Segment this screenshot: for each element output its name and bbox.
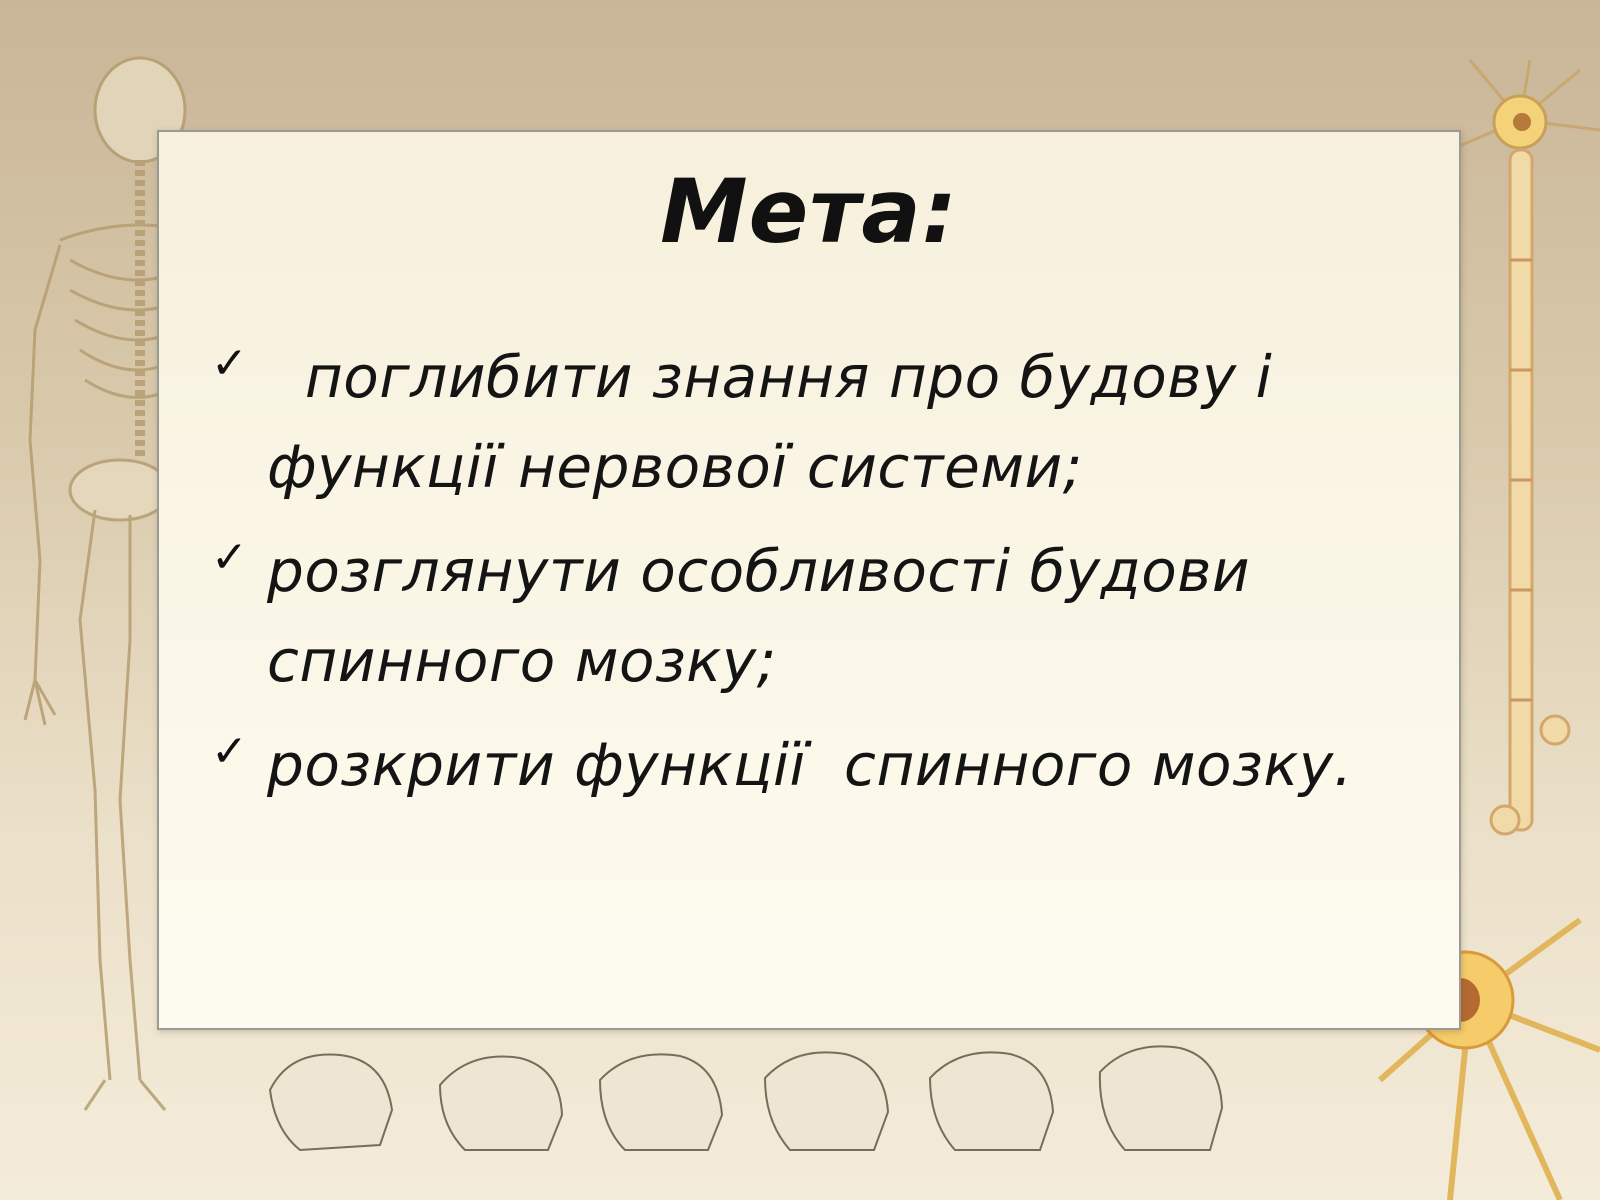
slide-card	[157, 130, 1461, 1030]
checkmark-icon: ✓	[211, 338, 248, 389]
list-item	[211, 526, 1391, 706]
goal-text: розглянути особливості будови спинного мозку;	[267, 537, 1251, 695]
checkmark-icon: ✓	[211, 532, 248, 583]
list-item	[211, 720, 1391, 810]
goal-text: поглибити знання про будову і функції нервової системи;	[267, 343, 1292, 501]
checkmark-icon: ✓	[211, 726, 248, 777]
goal-text: розкрити функції спинного мозку.	[267, 731, 1353, 799]
goal-list	[211, 332, 1391, 824]
slide-title: Мета:	[660, 160, 958, 263]
list-item	[211, 332, 1391, 512]
skull-row-icon	[270, 1046, 1222, 1150]
